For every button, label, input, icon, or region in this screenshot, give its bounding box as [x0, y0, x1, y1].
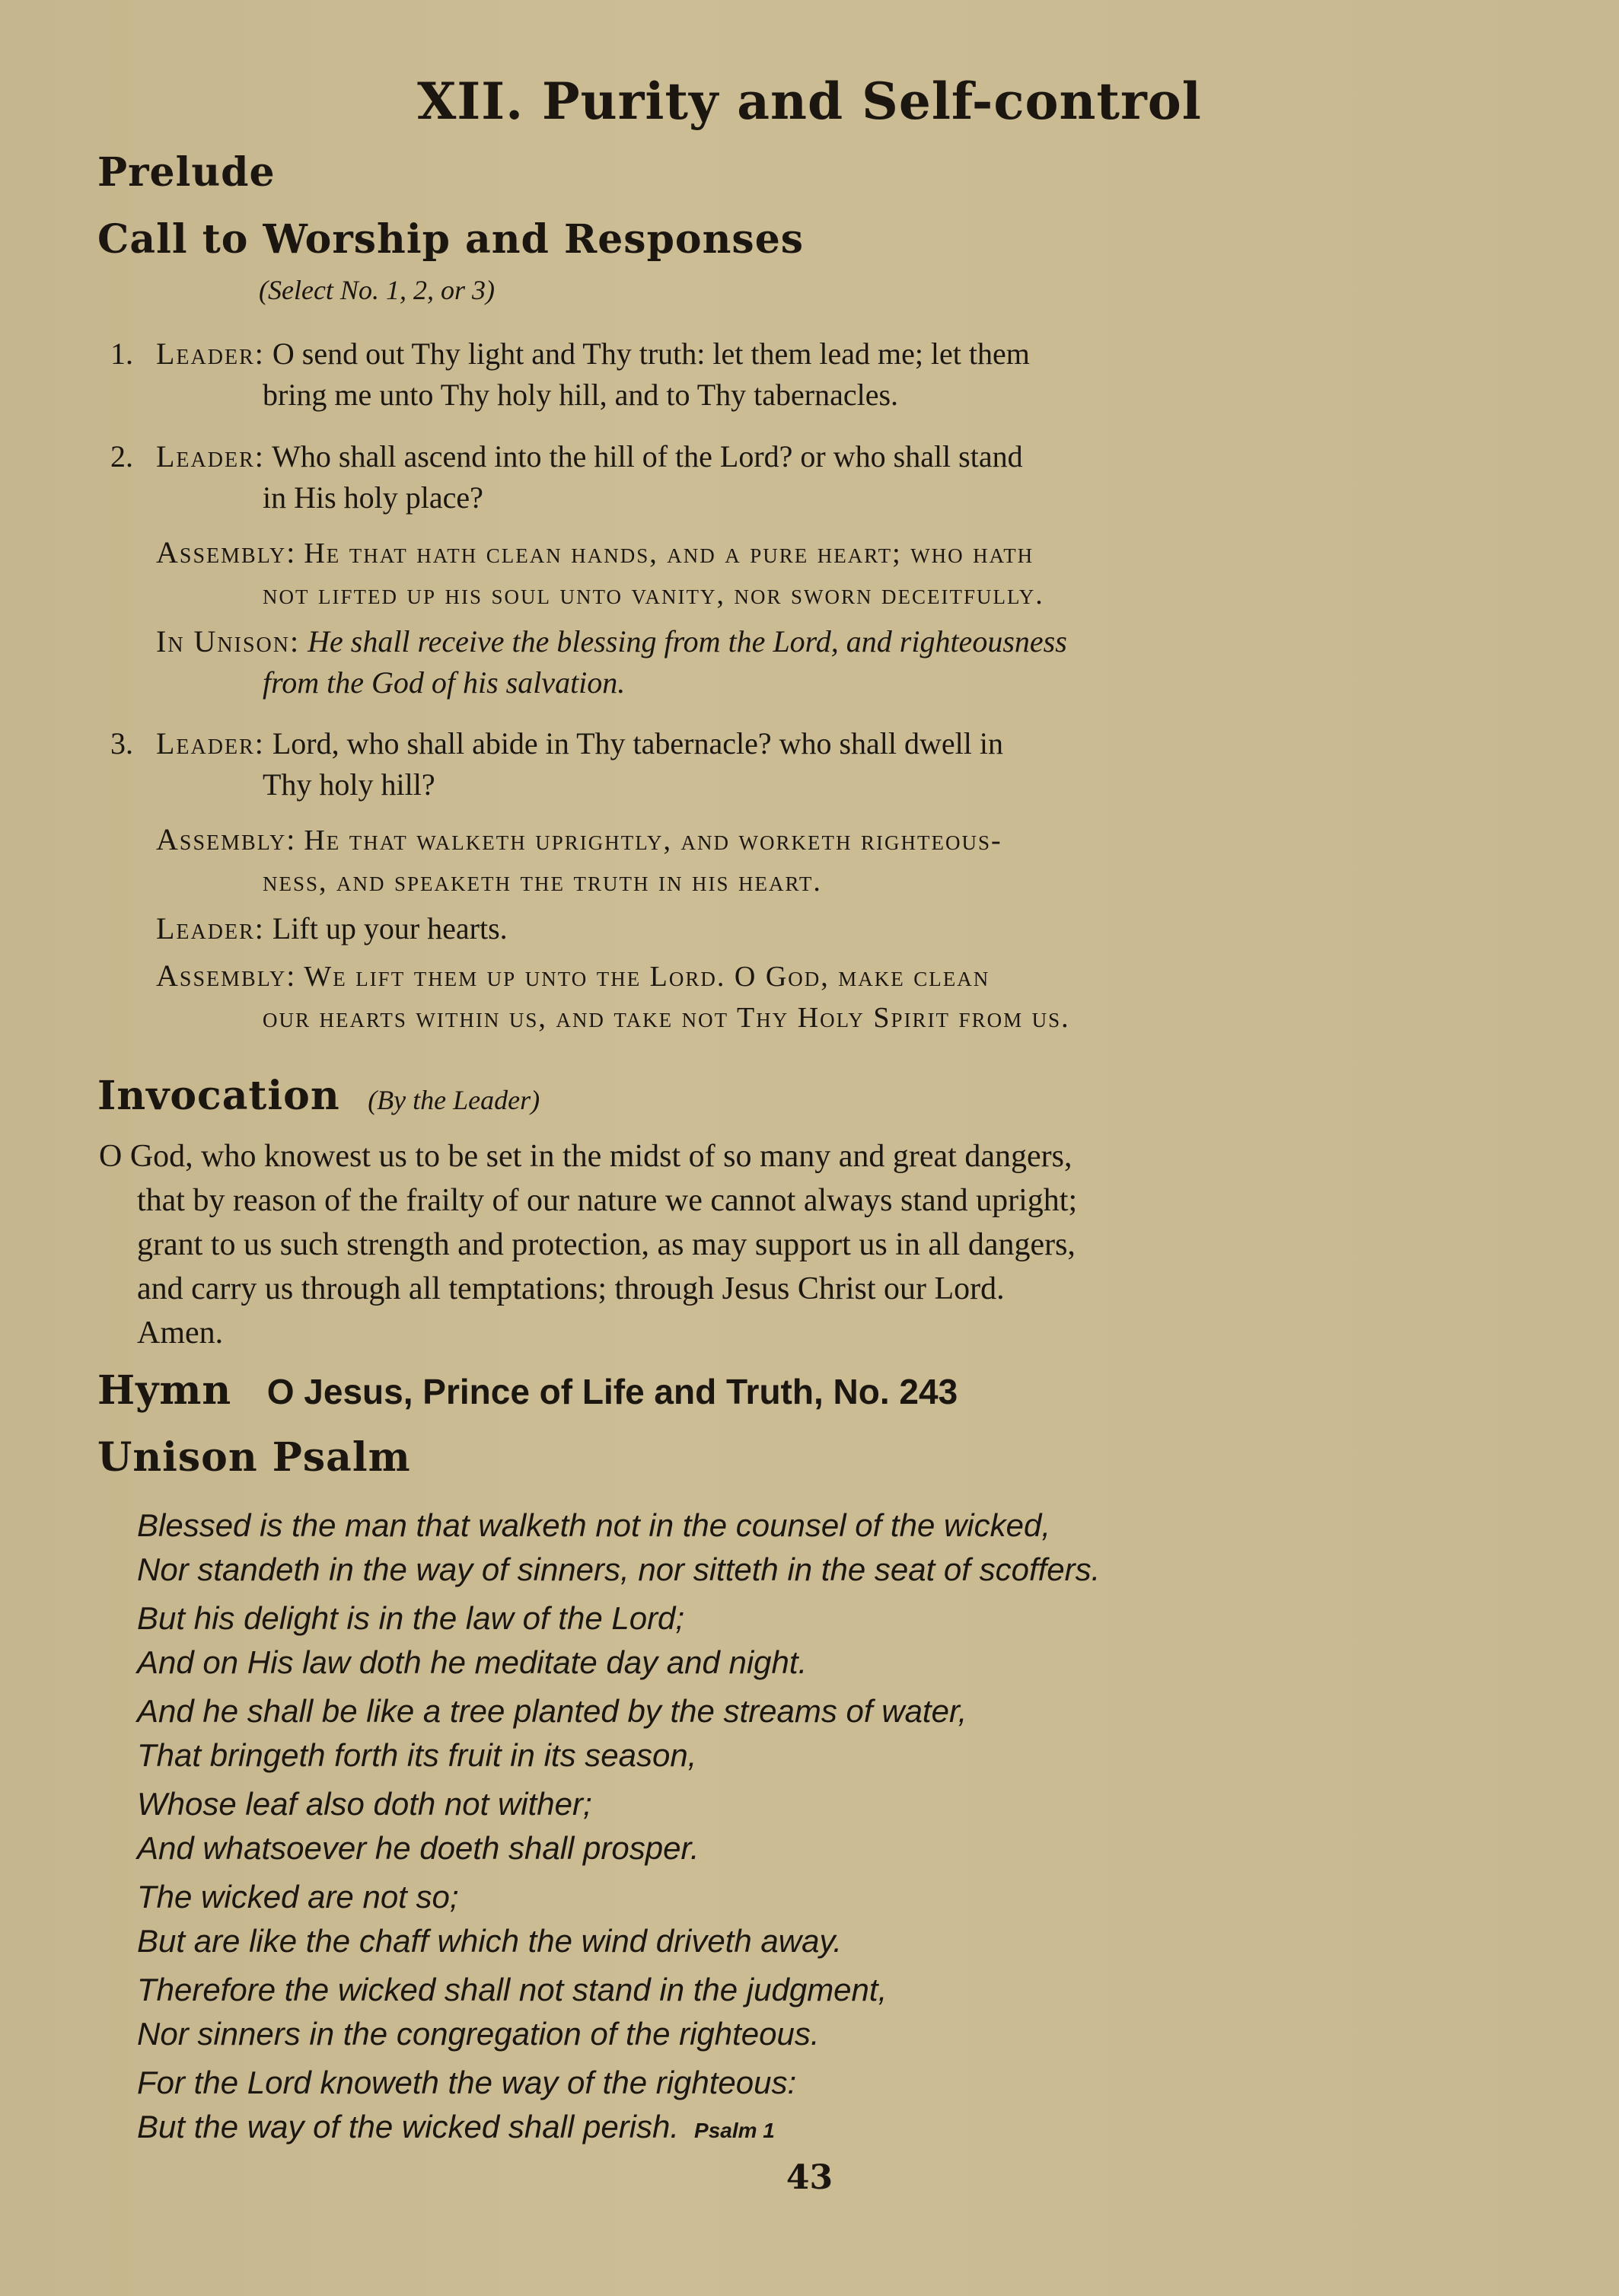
select-note: (Select No. 1, 2, or 3) — [259, 275, 495, 305]
psalm-line: And whatsoever he doeth shall prosper. — [137, 1830, 700, 1866]
psalm-stanza — [137, 1504, 1355, 1592]
unison-text-cont: from the God of his salvation. — [263, 665, 626, 700]
assembly-text: We lift them up unto the Lord. O God, make clean — [304, 961, 990, 993]
invocation-note: (By the Leader) — [368, 1085, 540, 1115]
psalm-stanza — [137, 2061, 1355, 2153]
page-number: 43 — [786, 2158, 833, 2197]
prelude-heading: Prelude — [97, 149, 276, 196]
psalm-line-last — [137, 2105, 1355, 2153]
psalm-stanza — [137, 1782, 1355, 1870]
psalm-line: But the way of the wicked shall perish. — [137, 2109, 680, 2145]
psalm-stanza — [137, 1689, 1355, 1778]
hymn-title: O Jesus, Prince of Life and Truth, No. 243 — [266, 1372, 958, 1411]
leader-text-cont: Thy holy hill? — [263, 767, 435, 802]
psalm-line: Nor sinners in the congregation of the righteous. — [137, 2016, 820, 2052]
psalm-line: But are like the chaff which the wind driveth away. — [137, 1923, 843, 1959]
unison-psalm-heading: Unison Psalm — [97, 1434, 411, 1481]
prayer-line: and carry us through all temptations; through Jesus Christ our Lord. — [137, 1271, 1005, 1306]
psalm-text — [137, 1504, 1355, 2157]
invocation-prayer — [99, 1134, 1507, 1355]
psalm-line: And on His law doth he meditate day and night. — [137, 1644, 808, 1680]
prayer-line: that by reason of the frailty of our nature we cannot always stand upright; — [137, 1183, 1078, 1218]
psalm-line: Nor standeth in the way of sinners, nor sitteth in the seat of scoffers. — [137, 1551, 1101, 1587]
prayer-line: O God, who knowest us to be set in the midst of so many and great dangers, — [99, 1139, 1072, 1174]
leader-text: O send out Thy light and Thy truth: let them lead me; let them — [272, 336, 1030, 371]
leader-text-cont: in His holy place? — [263, 480, 483, 515]
assembly-text-cont: ness, and speaketh the truth in his heart. — [263, 866, 822, 898]
psalm-line: And he shall be like a tree planted by the streams of water, — [137, 1693, 967, 1729]
leader-text: Who shall ascend into the hill of the Lord? or who shall stand — [272, 439, 1023, 474]
leader-label: Leader: — [156, 336, 265, 371]
psalm-line: Whose leaf also doth not wither; — [137, 1786, 592, 1822]
invocation-heading-row — [97, 1070, 540, 1127]
response-item-2 — [110, 436, 1503, 703]
leader-label: Leader: — [156, 726, 265, 761]
assembly-text: He that walketh uprightly, and worketh righteous- — [304, 824, 1002, 856]
psalm-line: But his delight is in the law of the Lord; — [137, 1600, 685, 1636]
leader-label: Leader: — [156, 439, 265, 474]
hymn-row — [97, 1364, 958, 1418]
psalm-stanza — [137, 1968, 1355, 2056]
page-title: XII. Purity and Self-control — [417, 72, 1202, 131]
assembly-label: Assembly: — [156, 822, 297, 856]
psalm-line: Blessed is the man that walketh not in the counsel of the wicked, — [137, 1507, 1051, 1543]
psalm-line: For the Lord knoweth the way of the righteous: — [137, 2065, 797, 2100]
response-item-3 — [110, 723, 1503, 1038]
call-to-worship-heading: Call to Worship and Responses — [97, 216, 805, 263]
assembly-label: Assembly: — [156, 958, 297, 993]
leader-text: Lord, who shall abide in Thy tabernacle? who shall dwell in — [272, 726, 1003, 761]
leader-label: Leader: — [156, 911, 265, 946]
prayer-line: grant to us such strength and protection, as may support us in all dangers, — [137, 1227, 1076, 1262]
prayer-line: Amen. — [137, 1315, 224, 1350]
assembly-text: He that hath clean hands, and a pure heart; who hath — [304, 537, 1034, 569]
assembly-label: Assembly: — [156, 535, 297, 569]
assembly-text-cont: not lifted up his soul unto vanity, nor sworn deceitfully. — [263, 579, 1044, 611]
unison-label: In Unison: — [156, 624, 301, 659]
item-number: 3. — [110, 726, 133, 761]
psalm-line: The wicked are not so; — [137, 1879, 459, 1915]
response-item-1 — [110, 333, 1503, 416]
hymn-heading: Hymn — [97, 1367, 232, 1414]
invocation-heading: Invocation — [97, 1073, 340, 1119]
assembly-text-cont: our hearts within us, and take not Thy Holy Spirit from us. — [263, 1002, 1070, 1034]
psalm-stanza — [137, 1875, 1355, 1963]
psalm-line: Therefore the wicked shall not stand in the judgment, — [137, 1972, 888, 2007]
psalm-line: That bringeth forth its fruit in its season, — [137, 1737, 697, 1773]
leader-text: Lift up your hearts. — [272, 911, 508, 946]
leader-text-cont: bring me unto Thy holy hill, and to Thy tabernacles. — [263, 378, 899, 412]
unison-text: He shall receive the blessing from the Lord, and righteousness — [308, 624, 1067, 659]
item-number: 1. — [110, 336, 133, 371]
item-number: 2. — [110, 439, 133, 474]
psalm-reference: Psalm 1 — [694, 2119, 775, 2142]
psalm-stanza — [137, 1596, 1355, 1685]
